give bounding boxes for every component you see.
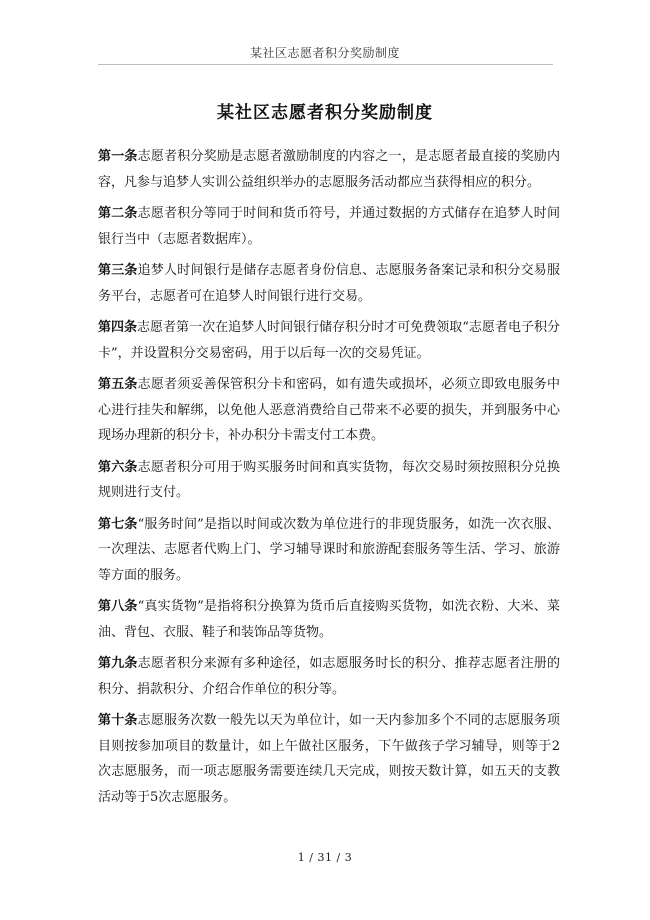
article-number: 第二条 bbox=[98, 206, 138, 221]
article-text: 志愿者积分来源有多种途径，如志愿服务时长的积分、推荐志愿者注册的积分、捐款积分、介绍合作单位的积分等。 bbox=[98, 656, 560, 697]
article-number: 第一条 bbox=[98, 149, 138, 164]
article-1 bbox=[98, 144, 560, 195]
article-text: 志愿服务次数一般先以天为单位计，如一天内参加多个不同的志愿服务项目则按参加项目的数量计，如上午做社区服务，下午做孩子学习辅导，则等于2次志愿服务，而一项志愿服务需要连续几天完成，则按天数计算，如五天的支教活动等于5次志愿服务。 bbox=[98, 713, 560, 805]
article-text: 志愿者须妥善保管积分卡和密码，如有遗失或损坏，必须立即致电服务中心进行挂失和解绑，以免他人恶意消费给自己带来不必要的损失，并到服务中心现场办理新的积分卡，补办积分卡需支付工本费。 bbox=[98, 377, 560, 443]
article-9 bbox=[98, 651, 560, 702]
article-text: 志愿者积分奖励是志愿者激励制度的内容之一，是志愿者最直接的奖励内容，凡参与追梦人实训公益组织举办的志愿服务活动都应当获得相应的积分。 bbox=[98, 149, 560, 190]
header-divider bbox=[98, 64, 553, 65]
article-text: 追梦人时间银行是储存志愿者身份信息、志愿服务备案记录和积分交易服务平台，志愿者可在追梦人时间银行进行交易。 bbox=[98, 263, 560, 304]
article-10 bbox=[98, 708, 560, 810]
article-4 bbox=[98, 315, 560, 366]
article-text: “真实货物”是指将积分换算为货币后直接购买货物，如洗衣粉、大米、菜油、背包、衣服、鞋子和装饰品等货物。 bbox=[98, 599, 560, 640]
running-header: 某社区志愿者积分奖励制度 bbox=[249, 46, 400, 60]
article-text: 志愿者第一次在追梦人时间银行储存积分时才可免费领取“志愿者电子积分卡”，并设置积分交易密码，用于以后每一次的交易凭证。 bbox=[98, 320, 560, 361]
article-number: 第十条 bbox=[98, 713, 138, 728]
article-list bbox=[98, 144, 560, 816]
article-number: 第四条 bbox=[98, 320, 138, 335]
article-number: 第五条 bbox=[98, 377, 138, 392]
article-number: 第三条 bbox=[98, 263, 138, 278]
article-number: 第六条 bbox=[98, 459, 138, 475]
article-2 bbox=[98, 201, 560, 252]
article-number: 第九条 bbox=[98, 656, 138, 671]
article-7 bbox=[98, 512, 560, 589]
page-number: 1 / 31 / 3 bbox=[297, 851, 353, 864]
article-8 bbox=[98, 594, 560, 645]
article-number: 第八条 bbox=[98, 599, 138, 614]
article-text: “服务时间”是指以时间或次数为单位进行的非现货服务，如洗一次衣服、一次理法、志愿者代购上门、学习辅导课时和旅游配套服务等生活、学习、旅游等方面的服务。 bbox=[98, 516, 560, 583]
article-3 bbox=[98, 258, 560, 309]
article-number: 第七条 bbox=[98, 516, 138, 532]
article-text: 志愿者积分等同于时间和货币符号，并通过数据的方式储存在追梦人时间银行当中（志愿者数据库）。 bbox=[98, 206, 560, 247]
document-title: 某社区志愿者积分奖励制度 bbox=[217, 103, 433, 123]
article-5 bbox=[98, 372, 560, 449]
article-6 bbox=[98, 455, 560, 506]
article-text: 志愿者积分可用于购买服务时间和真实货物，每次交易时须按照积分兑换规则进行支付。 bbox=[98, 459, 560, 500]
